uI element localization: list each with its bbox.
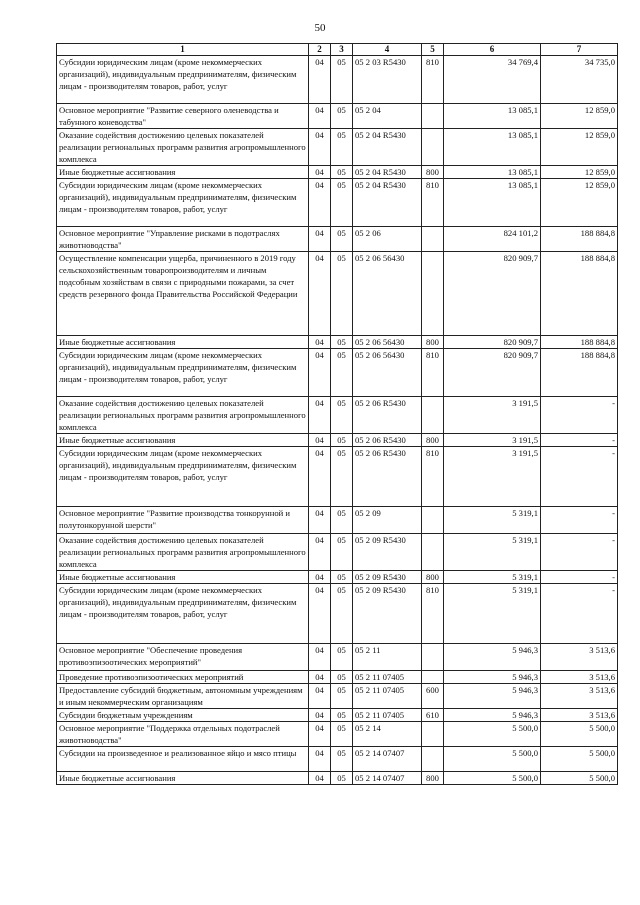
row-name-cell: Субсидии бюджетным учреждениям xyxy=(57,709,309,722)
section-code-cell: 05 xyxy=(331,571,353,584)
section-code-cell: 05 xyxy=(331,129,353,166)
page-number: 50 xyxy=(314,22,326,34)
target-article-cell: 05 2 06 R5430 xyxy=(353,434,422,447)
target-article-cell: 05 2 04 R5430 xyxy=(353,179,422,227)
section-code-cell: 05 xyxy=(331,434,353,447)
amount-col6-cell: 13 085,1 xyxy=(444,129,541,166)
section-code-cell: 05 xyxy=(331,684,353,709)
amount-col6-cell: 3 191,5 xyxy=(444,397,541,434)
expense-type-cell: 600 xyxy=(422,684,444,709)
expense-type-cell xyxy=(422,747,444,772)
row-name-cell: Основное мероприятие "Управление рисками в подотраслях животноводства" xyxy=(57,227,309,252)
section-code-cell: 05 xyxy=(331,709,353,722)
amount-col6-cell: 820 909,7 xyxy=(444,349,541,397)
expense-type-cell xyxy=(422,129,444,166)
table-row xyxy=(57,722,618,747)
ministry-code-cell: 04 xyxy=(309,104,331,129)
header-cell: 2 xyxy=(309,44,331,56)
amount-col7-cell: 5 500,0 xyxy=(541,772,618,785)
expense-type-cell: 810 xyxy=(422,179,444,227)
amount-col6-cell: 13 085,1 xyxy=(444,104,541,129)
amount-col6-cell: 824 101,2 xyxy=(444,227,541,252)
target-article-cell: 05 2 03 R5430 xyxy=(353,56,422,104)
row-name-cell: Оказание содействия достижению целевых показателей реализации региональных программ развития агропромышленного комплекса xyxy=(57,129,309,166)
table-row xyxy=(57,534,618,571)
expense-type-cell: 810 xyxy=(422,447,444,507)
target-article-cell: 05 2 11 07405 xyxy=(353,671,422,684)
amount-col7-cell: - xyxy=(541,507,618,534)
header-cell: 1 xyxy=(57,44,309,56)
table-row xyxy=(57,166,618,179)
amount-col7-cell: 3 513,6 xyxy=(541,684,618,709)
table-row xyxy=(57,397,618,434)
row-name-cell: Иные бюджетные ассигнования xyxy=(57,772,309,785)
ministry-code-cell: 04 xyxy=(309,227,331,252)
ministry-code-cell: 04 xyxy=(309,684,331,709)
target-article-cell: 05 2 06 R5430 xyxy=(353,397,422,434)
ministry-code-cell: 04 xyxy=(309,56,331,104)
section-code-cell: 05 xyxy=(331,507,353,534)
ministry-code-cell: 04 xyxy=(309,507,331,534)
expense-type-cell xyxy=(422,722,444,747)
amount-col6-cell: 5 946,3 xyxy=(444,671,541,684)
amount-col6-cell: 3 191,5 xyxy=(444,447,541,507)
expense-type-cell xyxy=(422,671,444,684)
row-name-cell: Проведение противоэпизоотических мероприятий xyxy=(57,671,309,684)
row-name-cell: Основное мероприятие "Поддержка отдельных подотраслей животноводства" xyxy=(57,722,309,747)
table-row xyxy=(57,571,618,584)
expense-type-cell: 610 xyxy=(422,709,444,722)
amount-col7-cell: 188 884,8 xyxy=(541,349,618,397)
expense-type-cell xyxy=(422,507,444,534)
table-row xyxy=(57,447,618,507)
amount-col6-cell: 34 769,4 xyxy=(444,56,541,104)
amount-col6-cell: 5 946,3 xyxy=(444,709,541,722)
row-name-cell: Иные бюджетные ассигнования xyxy=(57,166,309,179)
row-name-cell: Основное мероприятие "Развитие северного оленеводства и табунного коневодства" xyxy=(57,104,309,129)
row-name-cell: Иные бюджетные ассигнования xyxy=(57,336,309,349)
section-code-cell: 05 xyxy=(331,447,353,507)
expense-type-cell xyxy=(422,397,444,434)
section-code-cell: 05 xyxy=(331,722,353,747)
row-name-cell: Иные бюджетные ассигнования xyxy=(57,434,309,447)
amount-col7-cell: 3 513,6 xyxy=(541,671,618,684)
table-row xyxy=(57,584,618,644)
amount-col7-cell: 5 500,0 xyxy=(541,722,618,747)
section-code-cell: 05 xyxy=(331,397,353,434)
target-article-cell: 05 2 06 56430 xyxy=(353,252,422,336)
amount-col6-cell: 5 946,3 xyxy=(444,644,541,671)
section-code-cell: 05 xyxy=(331,534,353,571)
table-row xyxy=(57,747,618,772)
section-code-cell: 05 xyxy=(331,584,353,644)
ministry-code-cell: 04 xyxy=(309,644,331,671)
amount-col6-cell: 5 500,0 xyxy=(444,722,541,747)
expense-type-cell xyxy=(422,644,444,671)
amount-col6-cell: 13 085,1 xyxy=(444,179,541,227)
row-name-cell: Иные бюджетные ассигнования xyxy=(57,571,309,584)
row-name-cell: Основное мероприятие "Обеспечение проведения противоэпизоотических мероприятий" xyxy=(57,644,309,671)
table-row xyxy=(57,434,618,447)
ministry-code-cell: 04 xyxy=(309,252,331,336)
target-article-cell: 05 2 06 R5430 xyxy=(353,447,422,507)
expense-type-cell xyxy=(422,104,444,129)
table-row xyxy=(57,684,618,709)
target-article-cell: 05 2 09 R5430 xyxy=(353,584,422,644)
amount-col6-cell: 820 909,7 xyxy=(444,252,541,336)
section-code-cell: 05 xyxy=(331,166,353,179)
amount-col6-cell: 5 500,0 xyxy=(444,747,541,772)
ministry-code-cell: 04 xyxy=(309,336,331,349)
expense-type-cell: 800 xyxy=(422,166,444,179)
target-article-cell: 05 2 06 56430 xyxy=(353,349,422,397)
row-name-cell: Субсидии юридическим лицам (кроме некоммерческих организаций), индивидуальным предпринимателям, физическим лицам - производителям товаров, работ, услуг xyxy=(57,349,309,397)
amount-col7-cell: - xyxy=(541,584,618,644)
ministry-code-cell: 04 xyxy=(309,571,331,584)
header-cell: 5 xyxy=(422,44,444,56)
expense-type-cell: 810 xyxy=(422,349,444,397)
table-row xyxy=(57,252,618,336)
table-row xyxy=(57,772,618,785)
amount-col6-cell: 5 946,3 xyxy=(444,684,541,709)
amount-col7-cell: 5 500,0 xyxy=(541,747,618,772)
header-cell: 7 xyxy=(541,44,618,56)
target-article-cell: 05 2 14 xyxy=(353,722,422,747)
target-article-cell: 05 2 04 R5430 xyxy=(353,129,422,166)
amount-col6-cell: 3 191,5 xyxy=(444,434,541,447)
row-name-cell: Субсидии юридическим лицам (кроме некоммерческих организаций), индивидуальным предпринимателям, физическим лицам - производителям товаров, работ, услуг xyxy=(57,56,309,104)
ministry-code-cell: 04 xyxy=(309,179,331,227)
amount-col7-cell: - xyxy=(541,534,618,571)
row-name-cell: Субсидии юридическим лицам (кроме некоммерческих организаций), индивидуальным предпринимателям, физическим лицам - производителям товаров, работ, услуг xyxy=(57,447,309,507)
target-article-cell: 05 2 09 xyxy=(353,507,422,534)
expense-type-cell: 810 xyxy=(422,56,444,104)
amount-col7-cell: - xyxy=(541,397,618,434)
amount-col7-cell: 12 859,0 xyxy=(541,104,618,129)
section-code-cell: 05 xyxy=(331,252,353,336)
amount-col6-cell: 5 319,1 xyxy=(444,571,541,584)
row-name-cell: Предоставление субсидий бюджетным, автономным учреждениям и иным некоммерческим организациям xyxy=(57,684,309,709)
amount-col7-cell: 3 513,6 xyxy=(541,709,618,722)
amount-col6-cell: 13 085,1 xyxy=(444,166,541,179)
header-cell: 4 xyxy=(353,44,422,56)
ministry-code-cell: 04 xyxy=(309,349,331,397)
amount-col6-cell: 5 319,1 xyxy=(444,507,541,534)
table-row xyxy=(57,56,618,104)
expense-type-cell: 810 xyxy=(422,584,444,644)
section-code-cell: 05 xyxy=(331,179,353,227)
table-row xyxy=(57,644,618,671)
amount-col6-cell: 5 319,1 xyxy=(444,584,541,644)
target-article-cell: 05 2 04 R5430 xyxy=(353,166,422,179)
row-name-cell: Оказание содействия достижению целевых показателей реализации региональных программ развития агропромышленного комплекса xyxy=(57,534,309,571)
amount-col7-cell: 12 859,0 xyxy=(541,129,618,166)
table-row xyxy=(57,336,618,349)
ministry-code-cell: 04 xyxy=(309,166,331,179)
target-article-cell: 05 2 06 56430 xyxy=(353,336,422,349)
section-code-cell: 05 xyxy=(331,227,353,252)
table-row xyxy=(57,227,618,252)
section-code-cell: 05 xyxy=(331,671,353,684)
row-name-cell: Основное мероприятие "Развитие производства тонкорунной и полутонкорунной шерсти" xyxy=(57,507,309,534)
expense-type-cell xyxy=(422,227,444,252)
section-code-cell: 05 xyxy=(331,349,353,397)
target-article-cell: 05 2 04 xyxy=(353,104,422,129)
target-article-cell: 05 2 09 R5430 xyxy=(353,571,422,584)
amount-col6-cell: 5 500,0 xyxy=(444,772,541,785)
section-code-cell: 05 xyxy=(331,644,353,671)
table-row xyxy=(57,671,618,684)
ministry-code-cell: 04 xyxy=(309,434,331,447)
ministry-code-cell: 04 xyxy=(309,772,331,785)
amount-col7-cell: 188 884,8 xyxy=(541,227,618,252)
amount-col6-cell: 5 319,1 xyxy=(444,534,541,571)
section-code-cell: 05 xyxy=(331,104,353,129)
ministry-code-cell: 04 xyxy=(309,447,331,507)
table-row xyxy=(57,104,618,129)
section-code-cell: 05 xyxy=(331,772,353,785)
ministry-code-cell: 04 xyxy=(309,584,331,644)
amount-col7-cell: 188 884,8 xyxy=(541,252,618,336)
table-row xyxy=(57,129,618,166)
amount-col7-cell: - xyxy=(541,434,618,447)
target-article-cell: 05 2 09 R5430 xyxy=(353,534,422,571)
ministry-code-cell: 04 xyxy=(309,747,331,772)
target-article-cell: 05 2 11 xyxy=(353,644,422,671)
target-article-cell: 05 2 06 xyxy=(353,227,422,252)
amount-col7-cell: 12 859,0 xyxy=(541,179,618,227)
expense-type-cell: 800 xyxy=(422,434,444,447)
header-cell: 3 xyxy=(331,44,353,56)
row-name-cell: Оказание содействия достижению целевых показателей реализации региональных программ развития агропромышленного комплекса xyxy=(57,397,309,434)
table-row xyxy=(57,709,618,722)
ministry-code-cell: 04 xyxy=(309,534,331,571)
amount-col6-cell: 820 909,7 xyxy=(444,336,541,349)
expense-type-cell: 800 xyxy=(422,772,444,785)
target-article-cell: 05 2 14 07407 xyxy=(353,772,422,785)
expense-type-cell xyxy=(422,534,444,571)
section-code-cell: 05 xyxy=(331,56,353,104)
ministry-code-cell: 04 xyxy=(309,397,331,434)
header-row xyxy=(57,44,618,56)
amount-col7-cell: 12 859,0 xyxy=(541,166,618,179)
ministry-code-cell: 04 xyxy=(309,129,331,166)
table-row xyxy=(57,179,618,227)
amount-col7-cell: 34 735,0 xyxy=(541,56,618,104)
ministry-code-cell: 04 xyxy=(309,722,331,747)
table-row xyxy=(57,507,618,534)
amount-col7-cell: 3 513,6 xyxy=(541,644,618,671)
budget-table xyxy=(56,43,618,785)
row-name-cell: Субсидии на произведенное и реализованное яйцо и мясо птицы xyxy=(57,747,309,772)
target-article-cell: 05 2 11 07405 xyxy=(353,709,422,722)
row-name-cell: Субсидии юридическим лицам (кроме некоммерческих организаций), индивидуальным предпринимателям, физическим лицам - производителям товаров, работ, услуг xyxy=(57,584,309,644)
amount-col7-cell: - xyxy=(541,571,618,584)
table-row xyxy=(57,349,618,397)
ministry-code-cell: 04 xyxy=(309,709,331,722)
expense-type-cell xyxy=(422,252,444,336)
amount-col7-cell: - xyxy=(541,447,618,507)
expense-type-cell: 800 xyxy=(422,336,444,349)
expense-type-cell: 800 xyxy=(422,571,444,584)
section-code-cell: 05 xyxy=(331,747,353,772)
target-article-cell: 05 2 14 07407 xyxy=(353,747,422,772)
row-name-cell: Субсидии юридическим лицам (кроме некоммерческих организаций), индивидуальным предпринимателям, физическим лицам - производителям товаров, работ, услуг xyxy=(57,179,309,227)
section-code-cell: 05 xyxy=(331,336,353,349)
target-article-cell: 05 2 11 07405 xyxy=(353,684,422,709)
row-name-cell: Осуществление компенсации ущерба, причиненного в 2019 году сельскохозяйственным товаропроизводителям и личным подсобным хозяйствам в связи с природными пожарами, за счет средств резервного фонда Правительства Российской Федерации xyxy=(57,252,309,336)
amount-col7-cell: 188 884,8 xyxy=(541,336,618,349)
ministry-code-cell: 04 xyxy=(309,671,331,684)
header-cell: 6 xyxy=(444,44,541,56)
